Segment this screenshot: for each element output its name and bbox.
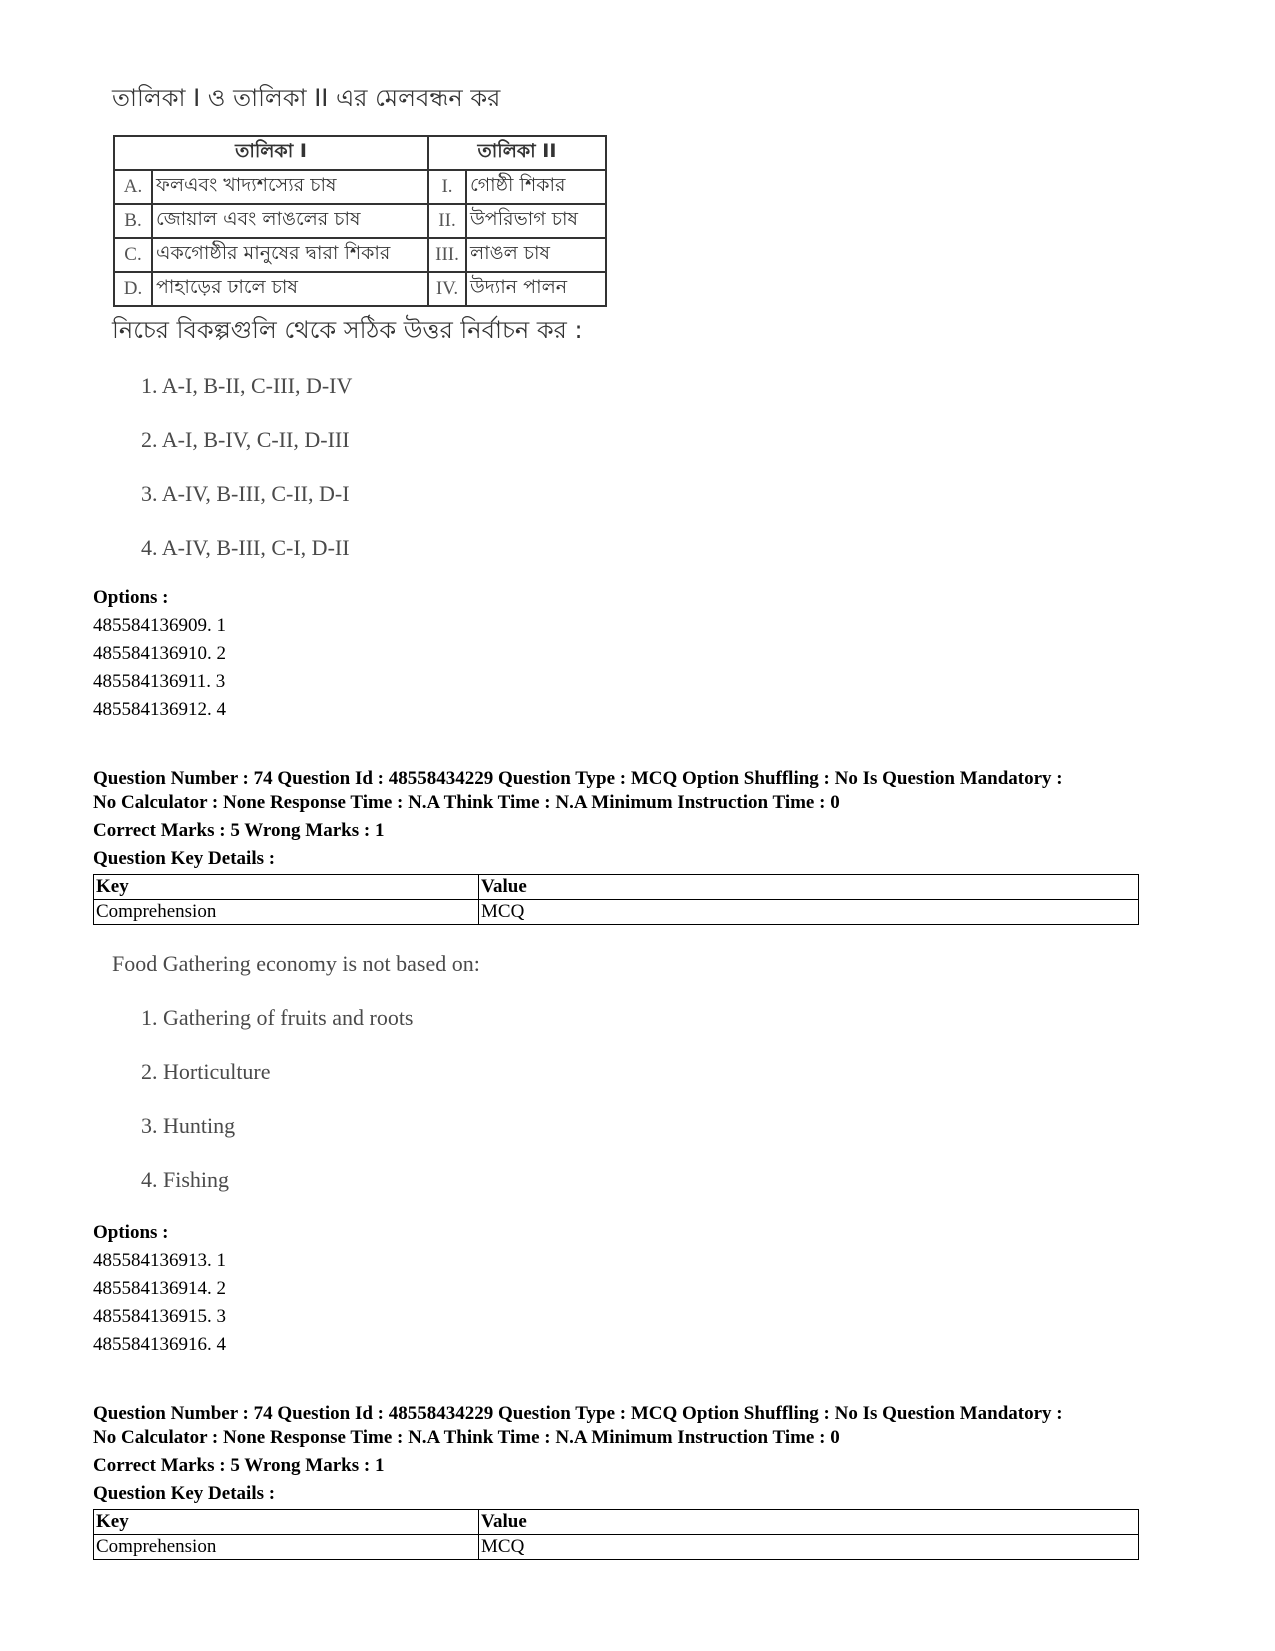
key-header: Key [94,875,479,900]
answer-choice: 4. Fishing [141,1167,230,1192]
key-details-table [93,874,1139,925]
question-header: Question Number : 74 Question Id : 48558434229 Question Type : MCQ Option Shuffling : No Is Question Mandatory : [93,768,1063,789]
marks-line: Correct Marks : 5 Wrong Marks : 1 [93,820,385,841]
table-row: C. একগোষ্ঠীর মানুষের দ্বারা শিকার III. লাঙল চাষ [114,238,606,272]
options-label: Options : [93,587,169,608]
question-header: Question Number : 74 Question Id : 48558434229 Question Type : MCQ Option Shuffling : No Is Question Mandatory : [93,1403,1063,1424]
answer-choice: 2. A-I, B-IV, C-II, D-III [141,427,350,452]
list-2-header: তালিকা II [428,136,606,170]
option-item: 485584136910. 2 [93,643,226,664]
question-header: No Calculator : None Response Time : N.A Think Time : N.A Minimum Instruction Time : 0 [93,792,840,813]
answer-choice: 4. A-IV, B-III, C-I, D-II [141,535,350,560]
table-row: A. ফলএবং খাদ্যশস্যের চাষ I. গোষ্ঠী শিকার [114,170,606,204]
answer-choice: 1. Gathering of fruits and roots [141,1005,414,1030]
value-header: Value [479,875,1139,900]
key-header: Key [94,1510,479,1535]
match-instruction: তালিকা I ও তালিকা II এর মেলবন্ধন কর [112,84,501,112]
question-text: Food Gathering economy is not based on: [112,951,480,976]
answer-choice: 2. Horticulture [141,1059,271,1084]
select-instruction: নিচের বিকল্পগুলি থেকে সঠিক উত্তর নির্বাচন কর : [112,316,583,344]
options-label: Options : [93,1222,169,1243]
table-row: B. জোয়াল এবং লাঙলের চাষ II. উপরিভাগ চাষ [114,204,606,238]
table-row: D. পাহাড়ের ঢালে চাষ IV. উদ্যান পালন [114,272,606,306]
option-item: 485584136916. 4 [93,1334,226,1355]
option-item: 485584136913. 1 [93,1250,226,1271]
table-row: Comprehension MCQ [94,1535,1139,1560]
answer-choice: 3. A-IV, B-III, C-II, D-I [141,481,350,506]
option-item: 485584136912. 4 [93,699,226,720]
answer-choice: 1. A-I, B-II, C-III, D-IV [141,373,353,398]
marks-line: Correct Marks : 5 Wrong Marks : 1 [93,1455,385,1476]
question-header: No Calculator : None Response Time : N.A Think Time : N.A Minimum Instruction Time : 0 [93,1427,840,1448]
value-header: Value [479,1510,1139,1535]
match-table [113,135,607,307]
option-item: 485584136914. 2 [93,1278,226,1299]
list-1-header: তালিকা I [114,136,428,170]
option-item: 485584136909. 1 [93,615,226,636]
table-row: Comprehension MCQ [94,900,1139,925]
key-details-label: Question Key Details : [93,848,276,869]
answer-choice: 3. Hunting [141,1113,236,1138]
key-details-table [93,1509,1139,1560]
key-details-label: Question Key Details : [93,1483,276,1504]
option-item: 485584136915. 3 [93,1306,226,1327]
option-item: 485584136911. 3 [93,671,226,692]
